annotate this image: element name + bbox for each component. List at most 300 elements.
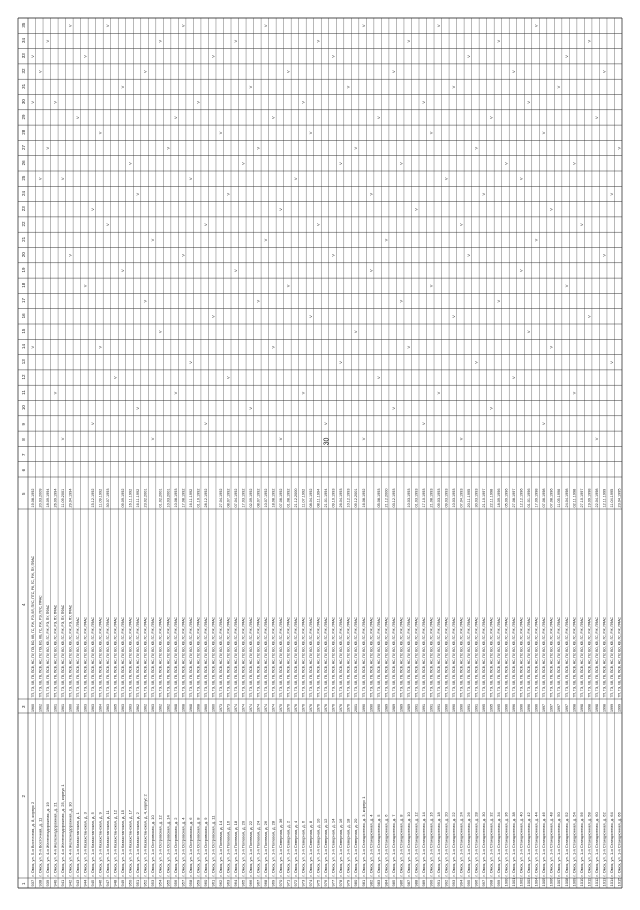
row-number: 938 (37, 879, 43, 887)
row-date: 10.08.1993 (173, 488, 178, 508)
row-date: 10.03.1993 (406, 488, 411, 508)
row-year: 1970 (279, 704, 284, 712)
row-address: г. Омск, ул. 1-я Станционная, д. 7 (390, 814, 396, 877)
row-year: 1991 (421, 704, 426, 712)
row-date: 08.04.1992 (309, 488, 314, 508)
column-header: 7 (21, 453, 26, 457)
row-services: ТП, ТЭ, ХВ, ГВ, ПСВ, НС, ПУ, ПЭ, ВО, КВ, ГС, РЖ, РЭ, ВЛ, ПУС, ПТС, РК, ГС, РЖ, ПУ, ПФАС (30, 556, 35, 698)
row-mark: V (526, 330, 532, 334)
row-date: 22.04.1998 (594, 488, 599, 508)
row-services: ТП, ТЭ, ХВ, ГВ, ПСВ, НС, ПУ, ВО, КВ, ГС, РЖ, ПФАС (602, 617, 607, 698)
row-address: г. Омск, ул. 1-я Островская, д. 6 (187, 817, 193, 877)
row-address: г. Омск, ул. 1-я Станционная, д. 3, корпус 1 (360, 796, 366, 877)
row-number: 995 (466, 879, 472, 887)
row-mark: V (217, 131, 223, 135)
row-address: г. Омск, ул. 1-я Северная, д. 8 (308, 820, 314, 877)
row-mark: V (405, 345, 411, 349)
row-date: 28.12.1992 (203, 488, 208, 508)
row-number: 981 (360, 879, 366, 887)
row-mark: V (556, 85, 562, 89)
row-number: 954 (157, 879, 163, 887)
row-mark: V (255, 146, 261, 150)
column-header: 28 (21, 129, 26, 135)
row-year: 1999 (609, 704, 614, 712)
row-date: 11.09.1992 (98, 488, 103, 508)
row-address: г. Омск, ул. 1-я Полевая, д. 16 (225, 820, 231, 877)
row-date: 22.11.1998 (489, 488, 494, 508)
row-address: г. Омск, ул. 1-я Северная, д. 4 (293, 820, 299, 877)
row-year: 1963 (83, 704, 88, 712)
row-number: 953 (150, 879, 156, 887)
column-header: 20 (21, 252, 26, 258)
row-address: г. Омск, ул. 1-я Станционная, д. 66 (616, 812, 622, 877)
row-number: 1015 (616, 877, 622, 887)
row-year: 1962 (136, 704, 141, 712)
row-mark: V (518, 269, 524, 272)
row-address: г. Омск, ул. 1-я Казахстанская, д. 1 (75, 812, 81, 877)
row-date: 30.07.1993 (106, 488, 111, 508)
row-mark: V (142, 299, 148, 303)
row-number: 952 (142, 879, 148, 887)
row-mark: V (255, 299, 261, 303)
row-year: 1990 (369, 704, 374, 712)
row-services: ТП, ТЭ, ХВ, ГВ, ПСВ, НС, ПУ, ВО, КВ, ГС, РЖ, ПФАС (309, 617, 314, 698)
row-date: 11.07.1992 (301, 488, 306, 508)
row-address: г. Омск, ул. 5-я Восточная, д. 8, корпус 2 (29, 801, 35, 877)
row-year: 1976 (331, 704, 336, 712)
row-year: 2001 (354, 704, 359, 712)
row-date: 16.11.1992 (128, 488, 133, 508)
row-date: 21.12.2000 (294, 488, 299, 508)
row-mark: V (353, 146, 359, 150)
row-number: 969 (270, 879, 276, 887)
row-mark: V (293, 177, 299, 181)
row-services: ТП, ТЭ, ХВ, ГВ, ПСВ, НС, ПУ, ВО, КВ, ГС, РЖ, ПФАС (391, 617, 396, 698)
row-year: 1989 (399, 704, 404, 712)
row-services: ТП, ТЭ, ХВ, ГВ, ПСВ, НС, ПУ, ВО, КВ, ГС, РЖ, ПФАС (489, 617, 494, 698)
row-services: ТП, ТЭ, ХВ, ГВ, ПСВ, НС, ПУ, ВО, КВ, ГС, РЖ, ПФАС (301, 617, 306, 698)
row-number: 1010 (578, 877, 584, 887)
row-number: 940 (52, 879, 58, 887)
row-mark: V (360, 437, 366, 441)
column-header: 23 (21, 206, 26, 212)
row-year: 1996 (534, 704, 539, 712)
row-number: 980 (353, 879, 359, 887)
row-year: 1976 (316, 704, 321, 712)
row-date: 27.10.1997 (579, 488, 584, 508)
row-number: 964 (232, 879, 238, 887)
column-header: 8 (21, 438, 26, 441)
row-year: 1995 (489, 704, 494, 712)
row-number: 990 (428, 879, 434, 887)
row-mark: V (225, 192, 231, 196)
row-mark: V (278, 437, 284, 441)
row-year: 1995 (482, 704, 487, 712)
row-address: г. Омск, ул. 1-я Станционная, д. 10 (405, 812, 411, 877)
row-number: 978 (338, 879, 344, 887)
row-year: 1991 (436, 704, 441, 712)
row-address: г. Омск, ул. 1-я Казахстанская, д. 2 (135, 812, 141, 877)
row-number: 977 (330, 879, 336, 887)
row-services: ТП, ТЭ, ХВ, ГВ, ПСВ, НС, ПУ, ВО, КВ, ГС, РЖ, ПФАС (527, 617, 532, 698)
row-mark: V (533, 24, 539, 28)
row-date: 30.03.1993 (474, 488, 479, 508)
row-year: 1990 (376, 704, 381, 712)
row-date: 07.06.1992 (279, 488, 284, 508)
row-services: ТП, ТЭ, ХВ, ГВ, ПСВ, НС, ПУ, ВО, КВ, ГС, РЖ, ПФАС (83, 617, 88, 698)
row-number: 974 (308, 879, 314, 887)
row-address: г. Омск, ул. 1-я Островская, д. 8 (195, 817, 201, 877)
row-services: ТП, ТЭ, ХВ, ГВ, ПСВ, НС, ПУ, ВО, КВ, ГС, РЖ, ПФАС (376, 617, 381, 698)
row-year: 1996 (512, 704, 517, 712)
row-date: 12.12.1996 (519, 488, 524, 508)
row-year: 1960 (203, 704, 208, 712)
row-year: 1973 (226, 704, 231, 712)
row-address: г. Омск, ул. 1-я Северная, д. 2 (285, 820, 291, 877)
row-address: г. Омск, ул. 1-я Полевая, д. 28 (270, 820, 276, 877)
row-address: г. Омск, ул. 1-я Полевая, д. 24 (255, 820, 261, 877)
row-address: г. Омск, ул. 1-я Северная, д. 12 (323, 818, 329, 877)
column-header: 11 (21, 390, 26, 395)
row-services: ТП, ТЭ, ХВ, ГВ, ПСВ, НС, ПУ, ВО, КВ, ГС, РЖ, ПФАС (399, 617, 404, 698)
column-header: 15 (21, 328, 26, 334)
row-address: г. Омск, ул. 1-я Станционная, д. 44 (533, 812, 539, 877)
row-number: 946 (97, 879, 103, 887)
row-address: г. Омск, ул. 1-я Северная, д. 16 (338, 818, 344, 877)
row-services: ТП, ТЭ, ХВ, ГВ, ПСВ, НС, ПУ, ВО, КВ, ГС, РЖ, РЭ, ПУ, ПФАС (68, 604, 73, 698)
row-address: г. Омск, ул. 1-я Северная, д. 6 (300, 820, 306, 877)
row-mark: V (150, 437, 156, 441)
row-address: г. Омск, ул. 1-я Станционная, д. 28 (473, 812, 479, 877)
row-mark: V (308, 131, 314, 135)
row-services: ТП, ТЭ, ХВ, ГВ, ПСВ, НС, ПУ, ВО, КВ, ГС, РЖ, ПФАС (497, 617, 502, 698)
row-number: 971 (285, 879, 291, 887)
row-year: 1999 (617, 704, 622, 712)
column-header: 32 (21, 68, 26, 74)
row-mark: V (345, 85, 351, 89)
row-services: ТП, ТЭ, ХВ, ГВ, ПСВ, НС, ПУ, ВО, КВ, ГС, РЖ, ПФАС (587, 617, 592, 698)
row-services: ТП, ТЭ, ХВ, ГВ, ПСВ, НС, ПУ, ВО, КВ, ГС, РЖ, ПФАС (286, 617, 291, 698)
row-address: г. Омск, ул. 1-я Станционная, д. 62 (601, 812, 607, 877)
row-services: ТП, ТЭ, ХВ, ГВ, ПСВ, НС, ПУ, ВО, КВ, ГС, РЖ, РЭ, ПУ, ПФАС (60, 604, 65, 698)
row-mark: V (270, 345, 276, 349)
row-services: ТП, ТЭ, ХВ, ГВ, ПСВ, НС, ПУ, ВО, КВ, ГС, РЖ, ПФАС (609, 617, 614, 698)
row-services: ТП, ТЭ, ХВ, ГВ, ПСВ, НС, ПУ, ВО, КВ, ГС, РЖ, ПФАС (151, 617, 156, 698)
row-mark: V (315, 223, 321, 227)
row-date: 07.04.1992 (233, 488, 238, 508)
row-services: ТП, ТЭ, ХВ, ГВ, ПСВ, НС, ПУ, ПЭ, ВО, КВ, ГС, РЖ, РЭ, ПУС, ПФАС (38, 595, 43, 698)
row-year: 1989 (391, 704, 396, 712)
row-address: г. Омск, ул. 1-я Полевая, д. 18 (232, 820, 238, 877)
row-address: г. Омск, ул. 1-я Станционная, д. 6 (383, 814, 389, 877)
row-date: 09.10.1993 (331, 488, 336, 508)
row-services: ТП, ТЭ, ХВ, ГВ, ПСВ, НС, ПУ, ВО, КВ, ГС, РЖ, ПФАС (354, 617, 359, 698)
row-services: ТП, ТЭ, ХВ, ГВ, ПСВ, НС, ПУ, ВО, КВ, ГС, РЖ, ПФАС (459, 617, 464, 698)
row-number: 987 (405, 879, 411, 887)
row-address: г. Омск, ул. 1-я Казахстанская, д. 11 (105, 810, 111, 877)
row-mark: V (488, 116, 494, 119)
row-date: 16.11.1992 (188, 488, 193, 508)
row-number: 1014 (608, 877, 614, 887)
row-year: 1996 (504, 704, 509, 712)
row-mark: V (105, 24, 111, 28)
row-date: 16.08.1992 (361, 488, 366, 508)
row-mark: V (330, 253, 336, 257)
row-number: 966 (247, 879, 253, 887)
row-mark: V (315, 39, 321, 43)
row-mark: V (481, 192, 487, 196)
row-mark: V (44, 39, 50, 43)
row-number: 979 (345, 879, 351, 887)
row-mark: V (67, 253, 73, 257)
row-services: ТП, ТЭ, ХВ, ГВ, ПСВ, НС, ПУ, ВО, КВ, ГС, РЖ, ПФАС (173, 617, 178, 698)
row-mark: V (75, 116, 81, 119)
row-number: 1008 (563, 877, 569, 887)
row-date: 11.04.1995 (609, 488, 614, 508)
row-date: 21.12.2000 (384, 488, 389, 508)
row-mark: V (263, 24, 269, 28)
row-year: 1995 (497, 704, 502, 712)
row-mark: V (390, 70, 396, 74)
row-services: ТП, ТЭ, ХВ, ГВ, ПСВ, НС, ПУ, ВО, КВ, ГС, РЖ, ПФАС (218, 617, 223, 698)
row-date: 20.11.1995 (467, 488, 472, 508)
column-header: 4 (21, 603, 26, 606)
row-services: ТП, ТЭ, ХВ, ГВ, ПСВ, НС, ПУ, ВО, КВ, ГС, РЖ, ПФАС (76, 617, 81, 698)
row-year: 1962 (38, 704, 43, 712)
column-header: 10 (21, 405, 26, 411)
row-number: 1013 (601, 877, 607, 887)
row-mark: V (44, 146, 50, 150)
row-mark: V (187, 361, 193, 364)
row-services: ТП, ТЭ, ХВ, ГВ, ПСВ, НС, ПУ, ВО, КВ, ГС, РЖ, ПФАС (188, 617, 193, 698)
row-services: ТП, ТЭ, ХВ, ГВ, ПСВ, НС, ПУ, ВО, КВ, ГС, РЖ, ПФАС (474, 617, 479, 698)
row-mark: V (533, 238, 539, 242)
row-year: 1974 (233, 704, 238, 712)
row-mark: V (413, 208, 419, 211)
row-mark: V (247, 85, 253, 89)
row-year: 1962 (143, 704, 148, 712)
row-address: г. Омск, ул. 4-я Железнодорожная, д. 19 (44, 802, 50, 877)
row-address: г. Омск, ул. 4-я Железнодорожная, д. 30 (67, 802, 73, 877)
row-date: 10.07.1992 (264, 488, 269, 508)
row-date: 01.08.1992 (286, 488, 291, 508)
row-date: 27.04.1992 (218, 488, 223, 508)
row-address: г. Омск, ул. 1-я Островская, д. 2 (172, 817, 178, 877)
row-date: 09.03.1993 (436, 488, 441, 508)
row-number: 997 (481, 879, 487, 887)
row-mark: V (135, 192, 141, 196)
row-date: 27.08.1997 (512, 488, 517, 508)
row-mark: V (601, 70, 607, 74)
row-number: 967 (255, 879, 261, 887)
row-number: 968 (263, 879, 269, 887)
row-address: г. Омск, ул. 1-я Станционная, д. 36 (503, 812, 509, 877)
row-mark: V (428, 131, 434, 135)
row-address: г. Омск, ул. 5-я Восточная, д. 11 (37, 817, 43, 877)
row-date: 16.11.1992 (136, 488, 141, 508)
row-year: 1964 (98, 704, 103, 712)
row-number: 945 (90, 879, 96, 887)
row-date: 21.08.1993 (429, 488, 434, 508)
column-header: 2 (21, 794, 26, 798)
column-header: 6 (21, 468, 26, 472)
row-mark: V (608, 361, 614, 364)
row-mark: V (368, 192, 374, 196)
row-address: г. Омск, ул. 1-я Островская, д. 12 (157, 815, 163, 877)
column-header: 13 (21, 359, 26, 365)
row-mark: V (571, 391, 577, 395)
row-number: 1011 (586, 877, 592, 887)
row-mark: V (285, 70, 291, 74)
row-services: ТП, ТЭ, ХВ, ГВ, ПСВ, НС, ПУ, ВО, КВ, ГС, РЖ, ПФАС (549, 617, 554, 698)
row-number: 975 (315, 879, 321, 887)
row-year: 1974 (241, 704, 246, 712)
row-mark: V (187, 177, 193, 181)
row-services: ТП, ТЭ, ХВ, ГВ, ПСВ, НС, ПУ, ВО, КВ, ГС, РЖ, ПФАС (519, 617, 524, 698)
row-date: 11.09.2001 (60, 488, 65, 508)
row-mark: V (473, 361, 479, 364)
row-services: ТП, ТЭ, ХВ, ГВ, ПСВ, НС, ПУ, ВО, КВ, ГС, РЖ, ПФАС (143, 617, 148, 698)
row-address: г. Омск, ул. 1-я Полевая, д. 20 (240, 820, 246, 877)
row-address: г. Омск, ул. 1-я Северная, д. 36 (278, 818, 284, 877)
row-address: г. Омск, ул. 1-я Станционная, д. 32 (488, 812, 494, 877)
row-number: 944 (82, 879, 88, 887)
row-mark: V (300, 100, 306, 104)
row-date: 09.03.1993 (444, 488, 449, 508)
row-year: 1997 (542, 704, 547, 712)
row-number: 1012 (593, 877, 599, 887)
row-mark: V (473, 146, 479, 150)
row-mark: V (67, 24, 73, 28)
row-address: г. Омск, ул. 1-я Станционная, д. 24 (458, 812, 464, 877)
row-date: 08.07.1992 (256, 488, 261, 508)
row-mark: V (398, 162, 404, 165)
row-mark: V (443, 177, 449, 181)
row-number: 988 (413, 879, 419, 887)
row-services: ТП, ТЭ, ХВ, ГВ, ПСВ, НС, ПУ, ВО, КВ, ГС, РЖ, ПФАС (233, 617, 238, 698)
row-date: 02.11.1998 (572, 488, 577, 508)
row-mark: V (383, 238, 389, 242)
row-address: г. Омск, ул. 1-я Станционная, д. 42 (526, 812, 532, 877)
row-mark: V (300, 391, 306, 395)
row-year: 1990 (451, 704, 456, 712)
row-number: 1000 (503, 877, 509, 887)
row-date: 26.09.1994 (53, 488, 58, 508)
row-services: ТП, ТЭ, ХВ, ГВ, ПСВ, НС, ПУ, ВО, КВ, ГС, РЖ, ПФАС (128, 617, 133, 698)
row-year: 1974 (248, 704, 253, 712)
row-address: г. Омск, ул. 1-я Островская, д. 9 (202, 817, 208, 877)
row-number: 976 (323, 879, 329, 887)
row-address: г. Омск, ул. 1-я Станционная, д. 12 (413, 812, 419, 877)
row-services: ТП, ТЭ, ХВ, ГВ, ПСВ, НС, ПУ, ВО, КВ, ГС, РЖ, ПФАС (564, 617, 569, 698)
row-date: 17.03.1992 (241, 488, 246, 508)
row-mark: V (82, 55, 88, 58)
row-number: 993 (450, 879, 456, 887)
row-number: 950 (127, 879, 133, 887)
row-services: ТП, ТЭ, ХВ, ГВ, ПСВ, НС, ПУ, ВО, КВ, ГС, РЖ, ПФАС (534, 617, 539, 698)
row-services: ТП, ТЭ, ХВ, ГВ, ПСВ, НС, ПУ, ВО, КВ, ГС, РЖ, ПФАС (98, 617, 103, 698)
row-number: 951 (135, 879, 141, 887)
row-number: 1006 (548, 877, 554, 887)
row-number: 985 (390, 879, 396, 887)
row-year: 1961 (60, 704, 65, 712)
row-date: 26.04.1993 (339, 488, 344, 508)
row-mark: V (127, 162, 133, 165)
row-address: г. Омск, ул. 4-я Железнодорожная, д. 25, корпус 1 (59, 784, 65, 877)
row-number: 1009 (571, 877, 577, 887)
row-year: 1960 (30, 704, 35, 712)
row-mark: V (180, 253, 186, 257)
row-year: 1968 (181, 704, 186, 712)
row-mark: V (338, 162, 344, 165)
row-mark: V (52, 100, 58, 104)
row-services: ТП, ТЭ, ХВ, ГВ, ПСВ, НС, ПУ, ВО, КВ, ГС, РЖ, РЭ, ПУ, ПФАС (45, 604, 50, 698)
row-mark: V (90, 208, 96, 211)
row-address: г. Омск, ул. 1-я Станционная, д. 38 (511, 812, 517, 877)
row-services: ТП, ТЭ, ХВ, ГВ, ПСВ, НС, ПУ, ВО, КВ, ГС, РЖ, ПФАС (346, 617, 351, 698)
row-mark: V (375, 376, 381, 380)
row-mark: V (420, 422, 426, 425)
row-services: ТП, ТЭ, ХВ, ГВ, ПСВ, НС, ПУ, ВО, КВ, ГС, РЖ, ПФАС (414, 617, 419, 698)
row-address: г. Омск, ул. 1-я Островская, д. 14 (165, 815, 171, 877)
column-header: 14 (21, 343, 26, 349)
row-number: 984 (383, 879, 389, 887)
row-date: 11.05.1996 (557, 488, 562, 508)
column-header: 22 (21, 221, 26, 227)
row-mark: V (616, 146, 622, 150)
row-services: ТП, ТЭ, ХВ, ГВ, ПСВ, НС, ПУ, ВО, КВ, ГС, РЖ, ПФАС (271, 617, 276, 698)
row-mark: V (503, 162, 509, 165)
row-date: 05.09.1996 (504, 488, 509, 508)
row-address: г. Омск, ул. 1-я Станционная, д. 14 (420, 812, 426, 877)
row-address: г. Омск, ул. 1-я Станционная, д. 54 (571, 812, 577, 877)
row-services: ТП, ТЭ, ХВ, ГВ, ПСВ, НС, ПУ, ВО, КВ, ГС, РЖ, ПФАС (617, 617, 622, 698)
row-mark: V (450, 85, 456, 89)
row-number: 960 (202, 879, 208, 887)
row-address: г. Омск, ул. 1-я Станционная, д. 40 (518, 812, 524, 877)
row-year: 1998 (572, 704, 577, 712)
row-address: г. Омск, ул. 1-я Станционная, д. 58 (586, 812, 592, 877)
row-year: 1976 (309, 704, 314, 712)
row-year: 1968 (173, 704, 178, 712)
column-header: 25 (21, 175, 26, 181)
row-number: 955 (165, 879, 171, 887)
row-address: г. Омск, ул. 1-я Станционная, д. 18 (435, 812, 441, 877)
row-number: 956 (172, 879, 178, 887)
row-number: 963 (225, 879, 231, 887)
row-address: г. Омск, ул. 1-я Казахстанская, д. 5 (90, 812, 96, 877)
row-services: ТП, ТЭ, ХВ, ГВ, ПСВ, НС, ПУ, ВО, КВ, ГС, РЖ, ПФАС (106, 617, 111, 698)
row-address: г. Омск, ул. 1-я Полевая, д. 22 (247, 820, 253, 877)
column-header: 35 (21, 22, 26, 28)
row-address: г. Омск, ул. 1-я Станционная, д. 64 (608, 812, 614, 877)
row-mark: V (180, 24, 186, 28)
row-number: 991 (435, 879, 441, 887)
row-address: г. Омск, ул. 1-я Северная, д. 18 (345, 818, 351, 877)
row-mark: V (571, 162, 577, 165)
row-year: 1997 (557, 704, 562, 712)
row-services: ТП, ТЭ, ХВ, ГВ, ПСВ, НС, ПУ, ВО, КВ, ГС, РЖ, ПФАС (211, 617, 216, 698)
row-year: 1996 (527, 704, 532, 712)
row-mark: V (323, 422, 329, 425)
row-address: г. Омск, ул. 1-я Островская, д. 10 (150, 815, 156, 877)
row-number: 994 (458, 879, 464, 887)
row-mark: V (29, 100, 35, 104)
row-year: 1991 (467, 704, 472, 712)
row-mark: V (232, 39, 238, 43)
row-address: г. Омск, ул. 1-я Казахстанская, д. 12 (112, 809, 118, 877)
row-mark: V (82, 284, 88, 288)
